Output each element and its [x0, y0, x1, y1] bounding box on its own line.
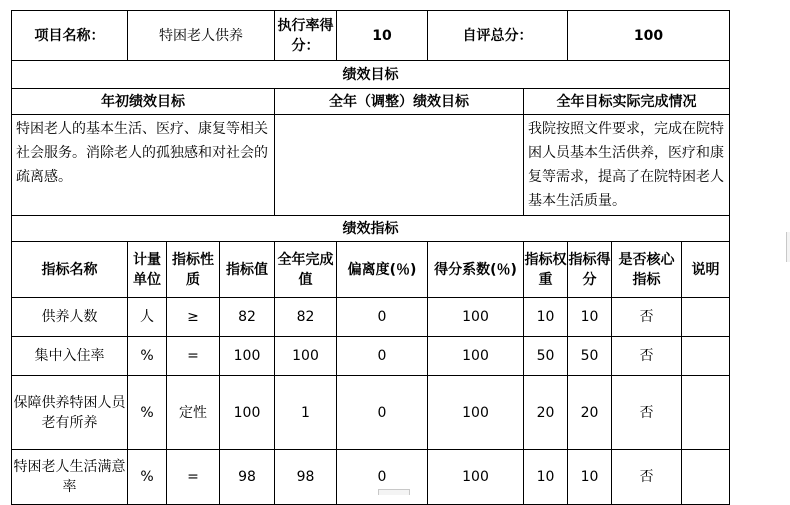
scrollbar-edge-handle[interactable]	[786, 232, 790, 262]
col-unit: 计量单位	[128, 242, 167, 298]
adjusted-goal-header: 全年（调整）绩效目标	[275, 89, 524, 115]
col-actual-value: 全年完成值	[275, 242, 337, 298]
score-cell: 10	[568, 298, 612, 337]
scroll-handle[interactable]	[378, 489, 410, 495]
goals-section-row	[12, 61, 730, 89]
weight-cell: 10	[524, 298, 568, 337]
remarks-cell	[682, 337, 730, 376]
execution-rate-score: 10	[337, 11, 428, 61]
unit-cell: 人	[128, 298, 167, 337]
score-coefficient-cell: 100	[428, 298, 524, 337]
indicator-name-cell: 特困老人生活满意率	[12, 450, 128, 505]
score-cell: 50	[568, 337, 612, 376]
initial-goal-header: 年初绩效目标	[12, 89, 275, 115]
nature-cell: ≥	[167, 298, 220, 337]
target-value-cell: 98	[220, 450, 275, 505]
target-value-cell: 82	[220, 298, 275, 337]
project-name-value: 特困老人供养	[128, 11, 275, 61]
goals-header-row	[12, 89, 730, 115]
score-coefficient-cell: 100	[428, 376, 524, 450]
weight-cell: 50	[524, 337, 568, 376]
execution-rate-label: 执行率得分：	[275, 11, 337, 61]
table-row	[12, 376, 730, 450]
score-cell: 20	[568, 376, 612, 450]
col-weight: 指标权重	[524, 242, 568, 298]
actual-value-cell: 1	[275, 376, 337, 450]
remarks-cell	[682, 298, 730, 337]
weight-cell: 10	[524, 450, 568, 505]
deviation-cell: 0	[337, 450, 428, 505]
indicators-section-row	[12, 216, 730, 242]
score-coefficient-cell: 100	[428, 337, 524, 376]
indicator-name-cell: 保障供养特困人员老有所养	[12, 376, 128, 450]
actual-completion-header: 全年目标实际完成情况	[524, 89, 730, 115]
goals-content-row	[12, 115, 730, 216]
unit-cell: %	[128, 376, 167, 450]
weight-cell: 20	[524, 376, 568, 450]
table-row	[12, 337, 730, 376]
target-value-cell: 100	[220, 337, 275, 376]
deviation-cell: 0	[337, 337, 428, 376]
unit-cell: %	[128, 337, 167, 376]
nature-cell: 定性	[167, 376, 220, 450]
self-score-label: 自评总分：	[428, 11, 568, 61]
table-row	[12, 298, 730, 337]
indicator-header-row	[12, 242, 730, 298]
col-score-coefficient: 得分系数(％)	[428, 242, 524, 298]
initial-goal-text: 特困老人的基本生活、医疗、康复等相关社会服务。消除老人的孤独感和对社会的疏离感。	[12, 115, 275, 216]
score-coefficient-cell: 100	[428, 450, 524, 505]
col-indicator-name: 指标名称	[12, 242, 128, 298]
is-core-cell: 否	[612, 337, 682, 376]
header-row	[12, 11, 730, 61]
nature-cell: =	[167, 450, 220, 505]
project-name-label: 项目名称：	[12, 11, 128, 61]
actual-completion-text: 我院按照文件要求，完成在院特困人员基本生活供养，医疗和康复等需求，提高了在院特困老人基本生活质量。	[524, 115, 730, 216]
col-deviation: 偏离度(％)	[337, 242, 428, 298]
actual-value-cell: 98	[275, 450, 337, 505]
indicator-name-cell: 供养人数	[12, 298, 128, 337]
col-is-core: 是否核心指标	[612, 242, 682, 298]
col-remarks: 说明	[682, 242, 730, 298]
self-score-value: 100	[568, 11, 730, 61]
nature-cell: =	[167, 337, 220, 376]
performance-evaluation-table	[11, 10, 730, 505]
is-core-cell: 否	[612, 450, 682, 505]
is-core-cell: 否	[612, 298, 682, 337]
adjusted-goal-text	[275, 115, 524, 216]
remarks-cell	[682, 450, 730, 505]
table-row	[12, 450, 730, 505]
col-nature: 指标性质	[167, 242, 220, 298]
unit-cell: %	[128, 450, 167, 505]
col-target-value: 指标值	[220, 242, 275, 298]
score-cell: 10	[568, 450, 612, 505]
is-core-cell: 否	[612, 376, 682, 450]
col-score: 指标得分	[568, 242, 612, 298]
remarks-cell	[682, 376, 730, 450]
actual-value-cell: 82	[275, 298, 337, 337]
deviation-cell: 0	[337, 376, 428, 450]
indicator-name-cell: 集中入住率	[12, 337, 128, 376]
target-value-cell: 100	[220, 376, 275, 450]
deviation-cell: 0	[337, 298, 428, 337]
goals-section-title: 绩效目标	[12, 61, 730, 89]
actual-value-cell: 100	[275, 337, 337, 376]
indicators-section-title: 绩效指标	[12, 216, 730, 242]
